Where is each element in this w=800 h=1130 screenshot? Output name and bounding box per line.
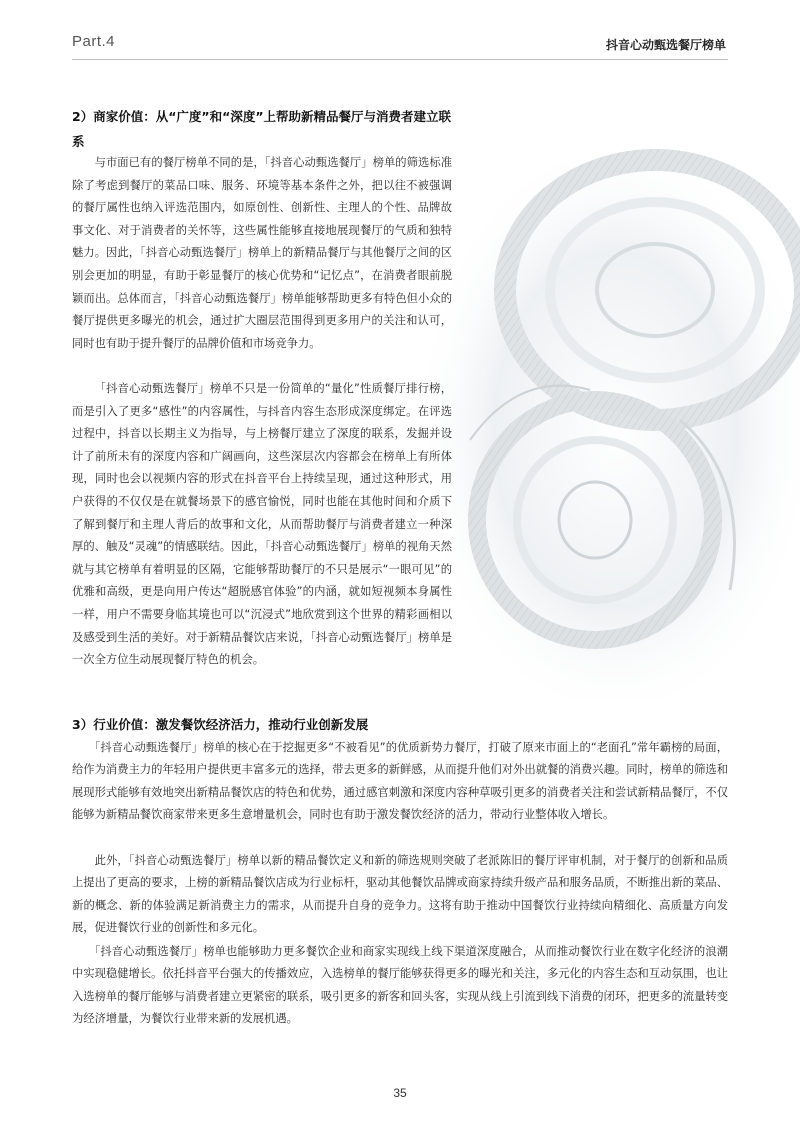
section-paragraph: 「抖音心动甄选餐厅」榜单也能够助力更多餐饮企业和商家实现线上线下渠道深度融合，从而推动餐饮行业在数字化经济的浪潮中实现稳健增长。依托抖音平台强大的传播效应，入选榜单的餐厅能够获得更多的曝光和关注，多元化的内容生态和互动氛围，也让入选榜单的餐厅能够与消费者建立更紧密的联系，吸引更多的新客和回头客，实现从线上引流到线下消费的闭环，把更多的流量转变为经济增量，为餐饮行业带来新的发展机遇。 [72, 945, 728, 1026]
page-header-title: 抖音心动甄选餐厅榜单 [605, 38, 726, 52]
section-paragraph: 「抖音心动甄选餐厅」榜单的核心在于挖掘更多“不被看见”的优质新势力餐厅，打破了原来市面上的“老面孔”常年霸榜的局面，给作为消费主力的年轻用户提供更丰富多元的选择，带去更多的新鲜感，从而提升他们对外出就餐的消费兴趣。同时，榜单的筛选和展现形式能够有效地突出新精品餐饮店的特色和优势，通过感官刺激和深度内容种草吸引更多的消费者关注和尝试新精品餐厅，不仅能够为新精品餐饮商家带来更多生意增量机会，同时也有助于激发餐饮经济的活力，带动行业整体收入增长。 [72, 741, 728, 822]
section-heading-merchant-value: 2）商家价值：从“广度”和“深度”上帮助新精品餐厅与消费者建立联系 [72, 109, 452, 149]
section-paragraph: 此外，「抖音心动甄选餐厅」榜单以新的精品餐饮定义和新的筛选规则突破了老派陈旧的餐厅评审机制，对于餐厅的创新和品质上提出了更高的要求，上榜的新精品餐饮店成为行业标杆，驱动其他餐饮品牌或商家持续升级产品和服务品质，不断推出新的菜品、新的概念、新的体验满足新消费主力的需求，从而提升自身的竞争力。这将有助于推动中国餐饮行业持续向精细化、高质量方向发展，促进餐饮行业的创新性和多元化。 [72, 854, 728, 935]
glass-plates-photo-icon [430, 120, 800, 700]
section-paragraph: 「抖音心动甄选餐厅」榜单不只是一份简单的“量化”性质餐厅排行榜，而是引入了更多“感性”的内容属性，与抖音内容生态形成深度绑定。在评选过程中，抖音以长期主义为指导，与上榜餐厅建立了深度的联系，发掘并设计了前所未有的深度内容和广阔画向，这些深层次内容都会在榜单上有所体现，同时也会以视频内容的形式在抖音平台上持续呈现，通过这种形式，用户获得的不仅仅是在就餐场景下的感官愉悦，同时也能在其他时间和介质下了解到餐厅和主理人背后的故事和文化，从而帮助餐厅与消费者建立一种深厚的、触及“灵魂”的情感联结。因此，「抖音心动甄选餐厅」榜单的视角天然就与其它榜单有着明显的区隔，它能够帮助餐厅的不只是展示“一眼可见”的优雅和高级，更是向用户传达“超脱感官体验”的内涵，就如短视频本身属性一样，用户不需要身临其境也可以“沉浸式”地欣赏到这个世界的精彩画相以及感受到生活的美好。对于新精品餐饮店来说，「抖音心动甄选餐厅」榜单是一次全方位生动展现餐厅特色的机会。 [72, 382, 452, 667]
part-label: Part.4 [72, 33, 116, 50]
page-number: 35 [393, 1086, 407, 1100]
header-divider [72, 59, 728, 60]
section-heading-industry-value: 3）行业价值：激发餐饮经济活力，推动行业创新发展 [72, 717, 369, 732]
section-paragraph: 与市面已有的餐厅榜单不同的是，「抖音心动甄选餐厅」榜单的筛选标准除了考虑到餐厅的菜品口味、服务、环境等基本条件之外，把以往不被强调的餐厅属性也纳入评选范围内，如原创性、创新性、主理人的个性、品牌故事文化、对于消费者的关怀等，这些属性能够直接地展现餐厅的气质和独特魅力。因此，「抖音心动甄选餐厅」榜单上的新精品餐厅与其他餐厅之间的区别会更加的明显，有助于彰显餐厅的核心优势和“记忆点”，在消费者眼前脱颖而出。总体而言，「抖音心动甄选餐厅」榜单能够帮助更多有特色但小众的餐厅提供更多曝光的机会，通过扩大圈层范围得到更多用户的关注和认可，同时也有助于提升餐厅的品牌价值和市场竞争力。 [72, 156, 452, 350]
